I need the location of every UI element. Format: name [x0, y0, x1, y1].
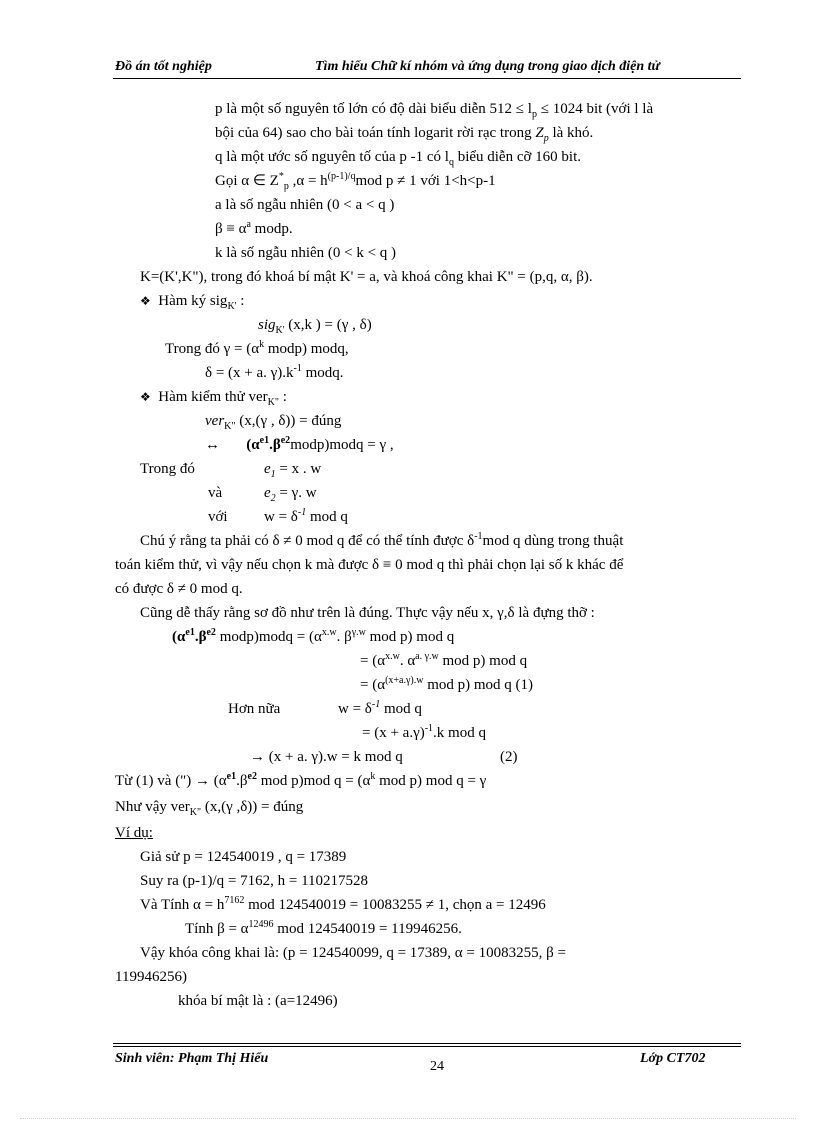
para-note-1: Chú ý rằng ta phải có δ ≠ 0 mod q để có thể tính được $\delta^{-1}mod$ q dùng trong thuật: [140, 531, 624, 549]
line-gamma: Trong đó $\gamma = (\alpha^k$ modp) modq,: [165, 339, 349, 357]
line-e2: và $e_2 = \gamma$. w: [208, 485, 317, 504]
example-line-3: Và Tính $\alpha = h^{7162}$ mod 124540019 = 10083255 ≠ 1, chọn a = 12496: [140, 895, 546, 913]
line-e1: Trong đó $e_1 = x$ . w: [140, 461, 322, 480]
line-w: với $w = \delta^{-1}$ mod q: [208, 507, 348, 525]
eq-line-5: = $(x + a.\gamma)^{-1}.k$ mod q: [362, 723, 486, 741]
eq-line-6: → (x + a. γ).w = k mod q (2): [250, 749, 518, 765]
line-multiple-64: bội của 64) sao cho bài toán tính logarit rời rạc trong $Z_p$ là khó.: [215, 125, 594, 144]
eq-line-7: Từ (1) và (") → ($\alpha^{e1}.\beta^{e2}$ mod p)mod $q = (\alpha^k$ mod p) mod q = γ: [115, 771, 487, 789]
line-sign-fn: ❖ Hàm ký sig$_{K'}$ :: [140, 293, 245, 312]
para-note-2: toán kiểm thử, vì vậy nếu chọn k mà được δ ≡ 0 mod q thì phải chọn lại số k khác để: [115, 557, 624, 573]
para-note-3: có được δ ≠ 0 mod q.: [115, 581, 243, 597]
eq-line-1: ($\alpha^{e1}.\beta^{e2}$ modp)modq = ($\alpha^{x.w}$. $\beta^{\gamma.w}$ mod p) mod q: [172, 627, 455, 645]
example-title: Ví dụ:: [115, 825, 153, 841]
page-edge-dots: [20, 1118, 796, 1119]
eq-line-4: Hơn nữa $w = \delta^{-1}$ mod q: [228, 699, 422, 717]
eq-line-8: Như vậy ver$_{K"}$ (x,(γ ,δ)) = đúng: [115, 799, 304, 818]
example-line-1: Giả sử p = 124540019 , q = 17389: [140, 849, 347, 865]
line-beta: $\beta \equiv \alpha^a$ modp.: [215, 219, 293, 237]
line-alpha: Gọi α ∈ $Z^*_p$ $,\alpha = h^{(p-1)/q}mod$ p ≠ 1 với 1<h<p-1: [215, 171, 496, 192]
page-number: 24: [430, 1059, 444, 1074]
line-a-random: a là số ngẫu nhiên (0 < a < q ): [215, 197, 395, 213]
example-line-7: khóa bí mật là : (a=12496): [178, 993, 338, 1009]
line-verify-fn: ❖ Hàm kiểm thử ver$_{K"}$ :: [140, 389, 287, 408]
eq-line-3: = ($\alpha^{(x+a.\gamma).w}$ mod p) mod q (1): [360, 675, 534, 693]
line-q-divisor: q là một ước số nguyên tố của p -1 có $l_q$ biểu diễn cỡ 160 bit.: [215, 149, 582, 168]
line-sign-def: sig$_{K'}$ (x,k ) = (γ , δ): [258, 317, 372, 336]
example-line-4: Tính $\beta = \alpha^{12496}$ mod 124540019 = 119946256.: [185, 919, 462, 937]
eq-line-2: = ($\alpha^{x.w}$. $\alpha^{a. \gamma.w}$ mod p) mod q: [360, 651, 528, 669]
line-keys: K=(K',K"), trong đó khoá bí mật K' = a, và khoá công khai K" = (p,q, α, β).: [140, 269, 593, 285]
line-verify-def: ver$_{K"}$ (x,(γ , δ)) = đúng: [205, 413, 342, 432]
para-proof-intro: Cũng dễ thấy rằng sơ đồ như trên là đúng. Thực vậy nếu x, γ,δ là đựng thỡ :: [140, 605, 595, 621]
footer-rule-top: [113, 1043, 741, 1044]
example-line-6: 119946256): [115, 969, 187, 985]
line-k-random: k là số ngẫu nhiên (0 < k < q ): [215, 245, 397, 261]
header-rule: [113, 78, 741, 79]
header-left: Đồ án tốt nghiệp: [115, 59, 212, 74]
example-line-5: Vậy khóa công khai là: (p = 124540099, q = 17389, α = 10083255, β =: [140, 945, 566, 961]
header-right: Tìm hiểu Chữ kí nhóm và ứng dụng trong giao dịch điện tử: [315, 59, 660, 74]
footer-class: Lớp CT702: [640, 1051, 706, 1066]
line-verify-equiv: ↔ $(\alpha^{e1}.\beta^{e2}modp)modq = \gamma$ ,: [205, 435, 394, 453]
example-line-2: Suy ra (p-1)/q = 7162, h = 110217528: [140, 873, 369, 889]
footer-rule-bottom: [113, 1046, 741, 1047]
footer-student: Sinh viên: Phạm Thị Hiểu: [115, 1051, 269, 1066]
line-p-prime: p là một số nguyên tố lớn có độ dài biểu diễn $512 \le l_p \le 1024$ bit (với l là: [215, 101, 654, 120]
diamond-bullet-icon: ❖: [140, 390, 151, 404]
line-delta: δ = (x + a. $\gamma).k^{-1}$ modq.: [205, 363, 344, 381]
diamond-bullet-icon: ❖: [140, 294, 151, 308]
